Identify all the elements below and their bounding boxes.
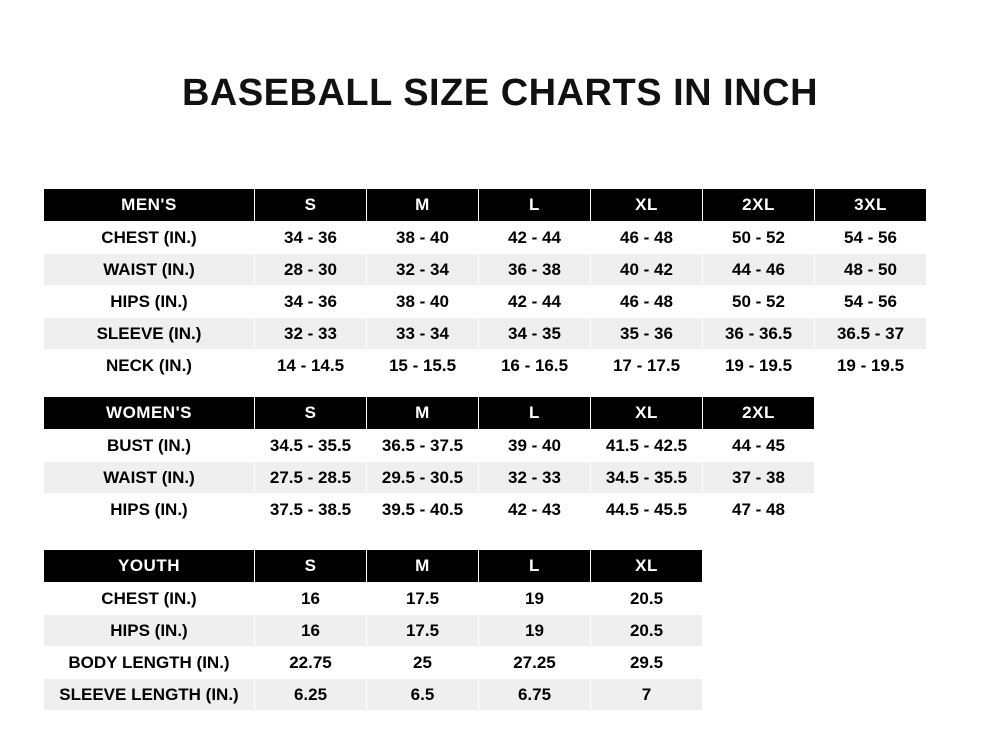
- cell: 35 - 36: [591, 318, 703, 350]
- cell: 39 - 40: [479, 430, 591, 462]
- table-row: [44, 222, 927, 254]
- table-header-row: [44, 189, 927, 222]
- table-row: [44, 286, 927, 318]
- column-header-xl: XL: [591, 189, 703, 222]
- cell: 16 - 16.5: [479, 350, 591, 382]
- cell: 41.5 - 42.5: [591, 430, 703, 462]
- cell: 34.5 - 35.5: [591, 462, 703, 494]
- cell: 34 - 36: [255, 222, 367, 254]
- row-label: WAIST (IN.): [44, 254, 255, 286]
- table-header-row: [44, 397, 815, 430]
- table-row: [44, 583, 703, 615]
- cell: 19 - 19.5: [703, 350, 815, 382]
- cell: 54 - 56: [815, 222, 927, 254]
- cell: 16: [255, 615, 367, 647]
- cell: 25: [367, 647, 479, 679]
- cell: 17 - 17.5: [591, 350, 703, 382]
- cell: 36 - 38: [479, 254, 591, 286]
- cell: 28 - 30: [255, 254, 367, 286]
- column-header-m: M: [367, 550, 479, 583]
- womens-size-table: [43, 396, 815, 526]
- table-row: [44, 494, 815, 526]
- row-label: BUST (IN.): [44, 430, 255, 462]
- cell: 20.5: [591, 615, 703, 647]
- column-header-s: S: [255, 397, 367, 430]
- cell: 48 - 50: [815, 254, 927, 286]
- cell: 54 - 56: [815, 286, 927, 318]
- cell: 36.5 - 37: [815, 318, 927, 350]
- cell: 6.5: [367, 679, 479, 711]
- table-row: [44, 462, 815, 494]
- mens-size-table: [43, 188, 927, 382]
- column-header-3xl: 3XL: [815, 189, 927, 222]
- table-row: [44, 318, 927, 350]
- cell: 36 - 36.5: [703, 318, 815, 350]
- cell: 32 - 33: [479, 462, 591, 494]
- cell: 37 - 38: [703, 462, 815, 494]
- row-label: SLEEVE LENGTH (IN.): [44, 679, 255, 711]
- cell: 46 - 48: [591, 222, 703, 254]
- cell: 7: [591, 679, 703, 711]
- cell: 29.5: [591, 647, 703, 679]
- cell: 44.5 - 45.5: [591, 494, 703, 526]
- column-header-m: M: [367, 397, 479, 430]
- column-header-category: WOMEN'S: [44, 397, 255, 430]
- row-label: NECK (IN.): [44, 350, 255, 382]
- cell: 38 - 40: [367, 286, 479, 318]
- cell: 17.5: [367, 583, 479, 615]
- column-header-s: S: [255, 550, 367, 583]
- cell: 27.5 - 28.5: [255, 462, 367, 494]
- table-row: [44, 430, 815, 462]
- row-label: HIPS (IN.): [44, 494, 255, 526]
- row-label: CHEST (IN.): [44, 222, 255, 254]
- table-row: [44, 679, 703, 711]
- cell: 27.25: [479, 647, 591, 679]
- column-header-2xl: 2XL: [703, 397, 815, 430]
- table-header-row: [44, 550, 703, 583]
- cell: 46 - 48: [591, 286, 703, 318]
- column-header-category: YOUTH: [44, 550, 255, 583]
- cell: 6.25: [255, 679, 367, 711]
- cell: 19 - 19.5: [815, 350, 927, 382]
- cell: 36.5 - 37.5: [367, 430, 479, 462]
- table-row: [44, 615, 703, 647]
- cell: 44 - 45: [703, 430, 815, 462]
- cell: 22.75: [255, 647, 367, 679]
- column-header-xl: XL: [591, 397, 703, 430]
- column-header-xl: XL: [591, 550, 703, 583]
- column-header-2xl: 2XL: [703, 189, 815, 222]
- cell: 29.5 - 30.5: [367, 462, 479, 494]
- cell: 33 - 34: [367, 318, 479, 350]
- table-row: [44, 254, 927, 286]
- column-header-m: M: [367, 189, 479, 222]
- column-header-s: S: [255, 189, 367, 222]
- column-header-l: L: [479, 550, 591, 583]
- cell: 40 - 42: [591, 254, 703, 286]
- row-label: HIPS (IN.): [44, 286, 255, 318]
- cell: 47 - 48: [703, 494, 815, 526]
- cell: 42 - 44: [479, 222, 591, 254]
- cell: 15 - 15.5: [367, 350, 479, 382]
- cell: 6.75: [479, 679, 591, 711]
- table-row: [44, 350, 927, 382]
- cell: 34 - 36: [255, 286, 367, 318]
- page-title: BASEBALL SIZE CHARTS IN INCH: [181, 72, 819, 114]
- cell: 20.5: [591, 583, 703, 615]
- table-row: [44, 647, 703, 679]
- cell: 32 - 34: [367, 254, 479, 286]
- cell: 16: [255, 583, 367, 615]
- cell: 42 - 44: [479, 286, 591, 318]
- column-header-category: MEN'S: [44, 189, 255, 222]
- row-label: HIPS (IN.): [44, 615, 255, 647]
- cell: 19: [479, 583, 591, 615]
- column-header-l: L: [479, 189, 591, 222]
- cell: 19: [479, 615, 591, 647]
- cell: 39.5 - 40.5: [367, 494, 479, 526]
- cell: 34.5 - 35.5: [255, 430, 367, 462]
- row-label: CHEST (IN.): [44, 583, 255, 615]
- cell: 44 - 46: [703, 254, 815, 286]
- row-label: WAIST (IN.): [44, 462, 255, 494]
- cell: 50 - 52: [703, 222, 815, 254]
- cell: 37.5 - 38.5: [255, 494, 367, 526]
- cell: 34 - 35: [479, 318, 591, 350]
- cell: 32 - 33: [255, 318, 367, 350]
- cell: 38 - 40: [367, 222, 479, 254]
- row-label: SLEEVE (IN.): [44, 318, 255, 350]
- cell: 50 - 52: [703, 286, 815, 318]
- youth-size-table: [43, 549, 703, 711]
- row-label: BODY LENGTH (IN.): [44, 647, 255, 679]
- cell: 14 - 14.5: [255, 350, 367, 382]
- column-header-l: L: [479, 397, 591, 430]
- cell: 17.5: [367, 615, 479, 647]
- cell: 42 - 43: [479, 494, 591, 526]
